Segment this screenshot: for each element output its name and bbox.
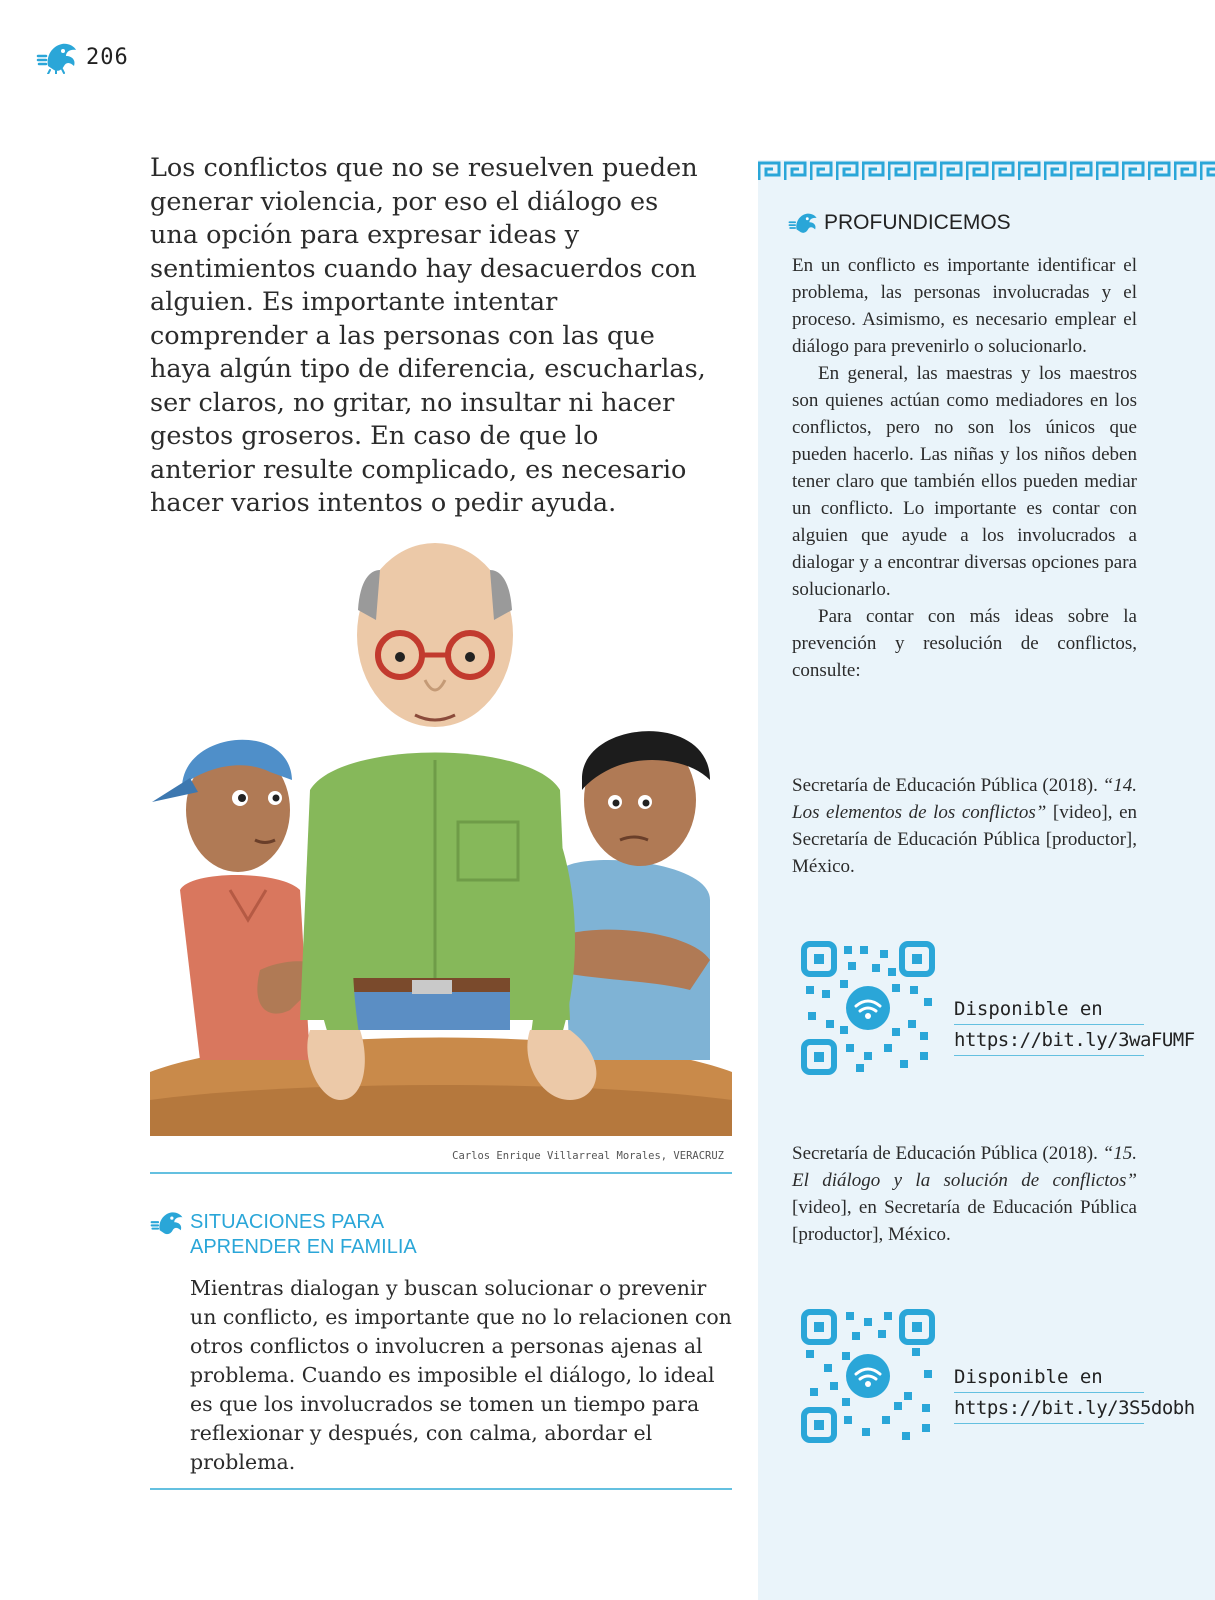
illustration-mediation [150,540,732,1136]
qr-1-label: Disponible en [954,998,1144,1025]
reference-1-prefix: Secretaría de Educación Pública (2018). [792,775,1098,796]
boy-left [152,740,326,1060]
glyph-logo-icon [36,40,78,74]
family-section-text: Mientras dialogan y buscan solucionar o prevenir un conflicto, es importante que no lo relacionen con otros conflictos o involucren a personas ajenas al problema. Cuando es imposible el diálogo, lo ideal es que los involucrados se tomen un tiempo para reflexionar y después, con calma, abordar el problema. [190,1276,732,1474]
family-title-line2: APRENDER EN FAMILIA [190,1236,417,1258]
old-man [300,543,596,1100]
qr-code-2-icon[interactable] [800,1308,936,1444]
qr-code-1-icon[interactable] [800,940,936,1076]
qr-2-label: Disponible en [954,1366,1144,1393]
illustration-credit: Carlos Enrique Villarreal Morales, VERACRUZ [452,1150,724,1162]
reference-1-title: “14. Los elementos de los conflictos” [792,775,1137,823]
greek-key-border [758,160,1215,182]
sidebar-heading [788,210,1011,236]
qr-1-availability [954,998,1195,1056]
section-rule-bottom [150,1488,732,1490]
reference-1-suffix: [video], en Secretaría de Educación Pública [productor], México. [792,802,1137,877]
reference-2-suffix: [video], en Secretaría de Educación Pública [productor], México. [792,1197,1137,1245]
family-section-heading [150,1208,417,1260]
glyph-logo-icon [788,210,818,236]
family-title-line1: SITUACIONES PARA [190,1211,385,1233]
qr-1-link[interactable]: https://bit.ly/3waFUMF [954,1025,1144,1056]
boy-right [550,731,710,1060]
qr-2-link[interactable]: https://bit.ly/3S5dobh [954,1393,1144,1424]
reference-2-title: “15. El diálogo y la solución de conflictos” [792,1143,1137,1191]
sidebar-profundicemos [758,160,1215,1600]
sidebar-paragraph-3: Para contar con más ideas sobre la prevención y resolución de conflictos, consulte: [792,606,1137,681]
glyph-logo-icon [150,1208,184,1238]
reference-2-prefix: Secretaría de Educación Pública (2018). [792,1143,1098,1164]
sidebar-body [792,252,1137,684]
section-rule-top [150,1172,732,1174]
family-section-title [190,1210,417,1260]
reference-2 [792,1140,1137,1248]
intro-paragraph: Los conflictos que no se resuelven pueden generar violencia, por eso el diálogo es una opción para expresar ideas y sentimientos cuando hay desacuerdos con alguien. Es importante intentar comprender a las personas con las que haya algún tipo de diferencia, escucharlas, ser claros, no gritar, no insultar ni hacer gestos groseros. En caso de que lo anterior resulte complicado, es necesario hacer varios intentos o pedir ayuda. [150,153,706,518]
page-number: 206 [86,44,129,70]
sidebar-paragraph-1: En un conflicto es importante identificar el problema, las personas involucradas y el proceso. Asimismo, es necesario emplear el diálogo para prevenirlo o solucionarlo. [792,255,1137,357]
sidebar-paragraph-2: En general, las maestras y los maestros son quienes actúan como mediadores en los conflictos, pero no son los únicos que pueden hacerlo. Las niñas y los niños deben tener claro que también ellos pueden mediar un conflicto. Lo importante es contar con alguien que ayude a los involucrados a dialogar y a encontrar diversas opciones para solucionarlo. [792,363,1137,600]
qr-2-availability [954,1366,1195,1424]
sidebar-title: PROFUNDICEMOS [824,211,1011,234]
page-header [36,40,129,74]
reference-1 [792,772,1137,880]
